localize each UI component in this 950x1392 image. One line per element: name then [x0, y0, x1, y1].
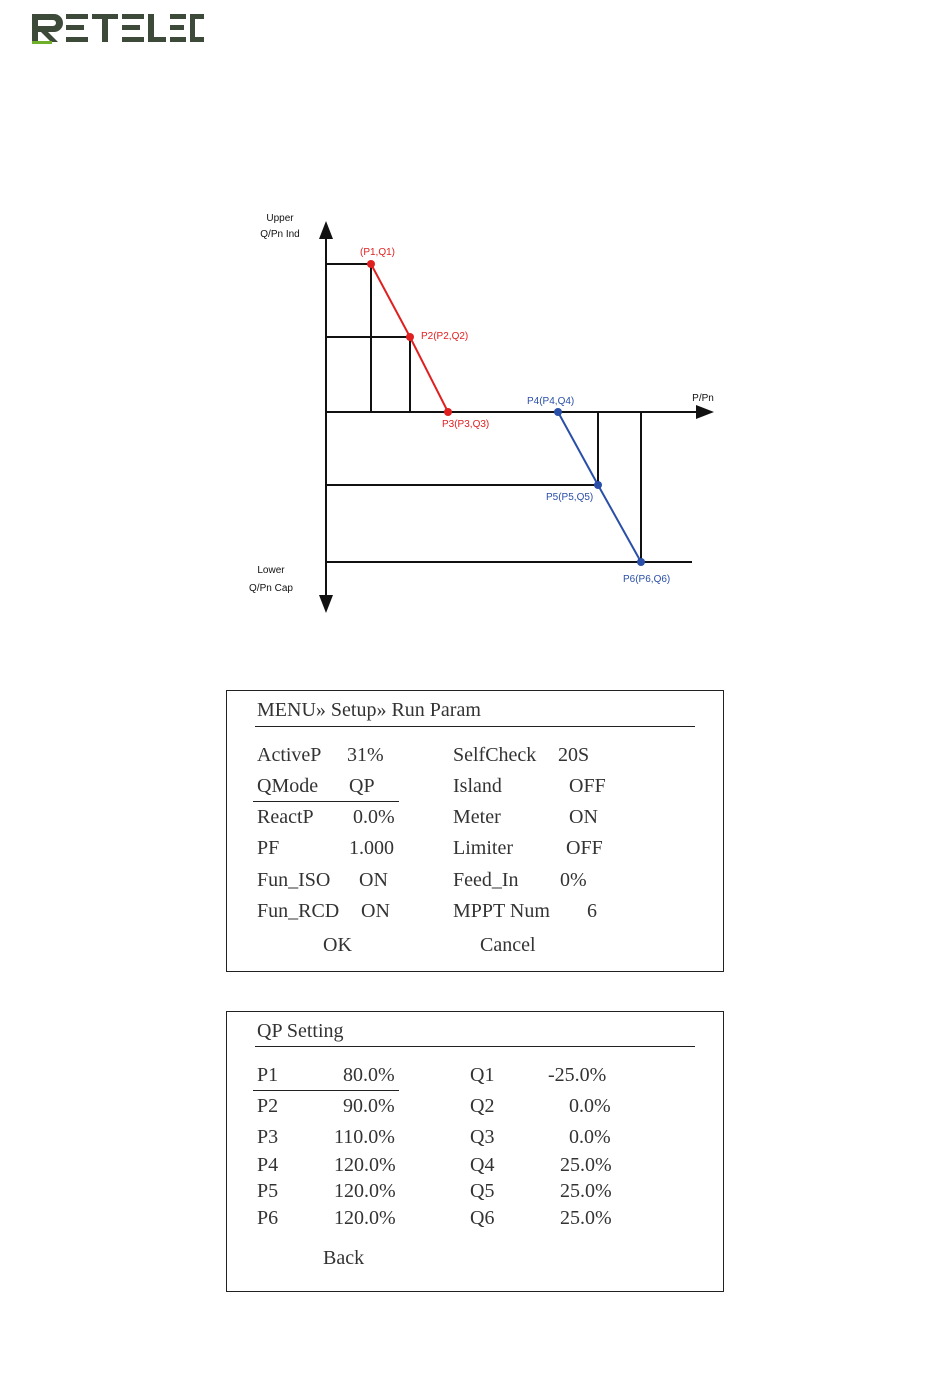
q6-value[interactable]: 25.0% [560, 1207, 612, 1229]
mppt-num-value[interactable]: 6 [587, 900, 597, 922]
point-p5 [594, 481, 602, 489]
point-p3-label: P3(P3,Q3) [442, 419, 490, 430]
run-param-panel [226, 690, 724, 972]
qmode-value[interactable]: QP [349, 775, 375, 797]
p5-value[interactable]: 120.0% [334, 1180, 396, 1202]
q1-label: Q1 [470, 1064, 495, 1086]
mppt-num-label: MPPT Num [453, 900, 550, 922]
fun-rcd-value[interactable]: ON [361, 900, 390, 922]
qmode-label: QMode [257, 775, 319, 797]
feed-in-label: Feed_In [453, 869, 519, 891]
p4-label: P4 [257, 1154, 279, 1176]
y-axis-arrow-up [319, 221, 333, 239]
p3-value[interactable]: 110.0% [334, 1126, 395, 1148]
p5-label: P5 [257, 1180, 279, 1202]
selfcheck-label: SelfCheck [453, 744, 537, 766]
q1-value[interactable]: -25.0% [548, 1064, 607, 1086]
qmode-selection-underline [253, 801, 399, 802]
p1-label: P1 [257, 1064, 279, 1086]
fun-rcd-label: Fun_RCD [257, 900, 340, 922]
point-p3 [444, 408, 452, 416]
island-value[interactable]: OFF [569, 775, 606, 797]
point-p5-label: P5(P5,Q5) [546, 492, 594, 503]
menu-header-divider [255, 726, 695, 727]
selfcheck-value[interactable]: 20S [558, 744, 590, 766]
fun-iso-value[interactable]: ON [359, 869, 388, 891]
q6-label: Q6 [470, 1207, 495, 1229]
point-p4-label: P4(P4,Q4) [527, 396, 575, 407]
y-bottom-label-line1: Lower [257, 565, 285, 576]
reactp-label: ReactP [257, 806, 314, 828]
point-p6-label: P6(P6,Q6) [623, 574, 671, 585]
back-button[interactable]: Back [323, 1247, 365, 1269]
q5-label: Q5 [470, 1180, 495, 1202]
activep-value[interactable]: 31% [347, 744, 384, 766]
point-p4 [554, 408, 562, 416]
x-axis-label: P/Pn [692, 393, 714, 404]
reactp-value[interactable]: 0.0% [353, 806, 395, 828]
p6-value[interactable]: 120.0% [334, 1207, 396, 1229]
limiter-value[interactable]: OFF [566, 837, 603, 859]
p4-value[interactable]: 120.0% [334, 1154, 396, 1176]
y-top-label-line2: Q/Pn Ind [260, 229, 300, 240]
meter-value[interactable]: ON [569, 806, 598, 828]
y-axis-arrow-down [319, 595, 333, 613]
limiter-label: Limiter [453, 837, 513, 859]
qp-header-divider [255, 1046, 695, 1047]
point-p1-label: (P1,Q1) [360, 247, 396, 258]
p2-label: P2 [257, 1095, 279, 1117]
retelec-logo [30, 8, 205, 46]
q3-label: Q3 [470, 1126, 495, 1148]
point-p6 [637, 558, 645, 566]
point-p2-label: P2(P2,Q2) [421, 331, 469, 342]
p1-value[interactable]: 80.0% [343, 1064, 395, 1086]
point-p1 [367, 260, 375, 268]
qp-curve-diagram [230, 205, 730, 625]
q4-label: Q4 [470, 1154, 495, 1176]
activep-label: ActiveP [257, 744, 322, 766]
pf-label: PF [257, 837, 280, 859]
cancel-button[interactable]: Cancel [480, 934, 536, 956]
point-p2 [406, 333, 414, 341]
p3-label: P3 [257, 1126, 279, 1148]
y-top-label-line1: Upper [266, 213, 294, 224]
qp-title: QP Setting [257, 1020, 344, 1042]
y-bottom-label-line2: Q/Pn Cap [249, 583, 293, 594]
p2-value[interactable]: 90.0% [343, 1095, 395, 1117]
ok-button[interactable]: OK [323, 934, 352, 956]
q3-value[interactable]: 0.0% [569, 1126, 611, 1148]
island-label: Island [453, 775, 502, 797]
p6-label: P6 [257, 1207, 279, 1229]
qp-setting-panel [226, 1011, 724, 1292]
q4-value[interactable]: 25.0% [560, 1154, 612, 1176]
feed-in-value[interactable]: 0% [560, 869, 587, 891]
menu-breadcrumb: MENU» Setup» Run Param [257, 699, 481, 721]
pf-value[interactable]: 1.000 [349, 837, 394, 859]
fun-iso-label: Fun_ISO [257, 869, 331, 891]
q2-value[interactable]: 0.0% [569, 1095, 611, 1117]
q5-value[interactable]: 25.0% [560, 1180, 612, 1202]
q2-label: Q2 [470, 1095, 495, 1117]
x-axis-arrow [696, 405, 714, 419]
meter-label: Meter [453, 806, 501, 828]
p1-selection-underline [253, 1090, 399, 1091]
